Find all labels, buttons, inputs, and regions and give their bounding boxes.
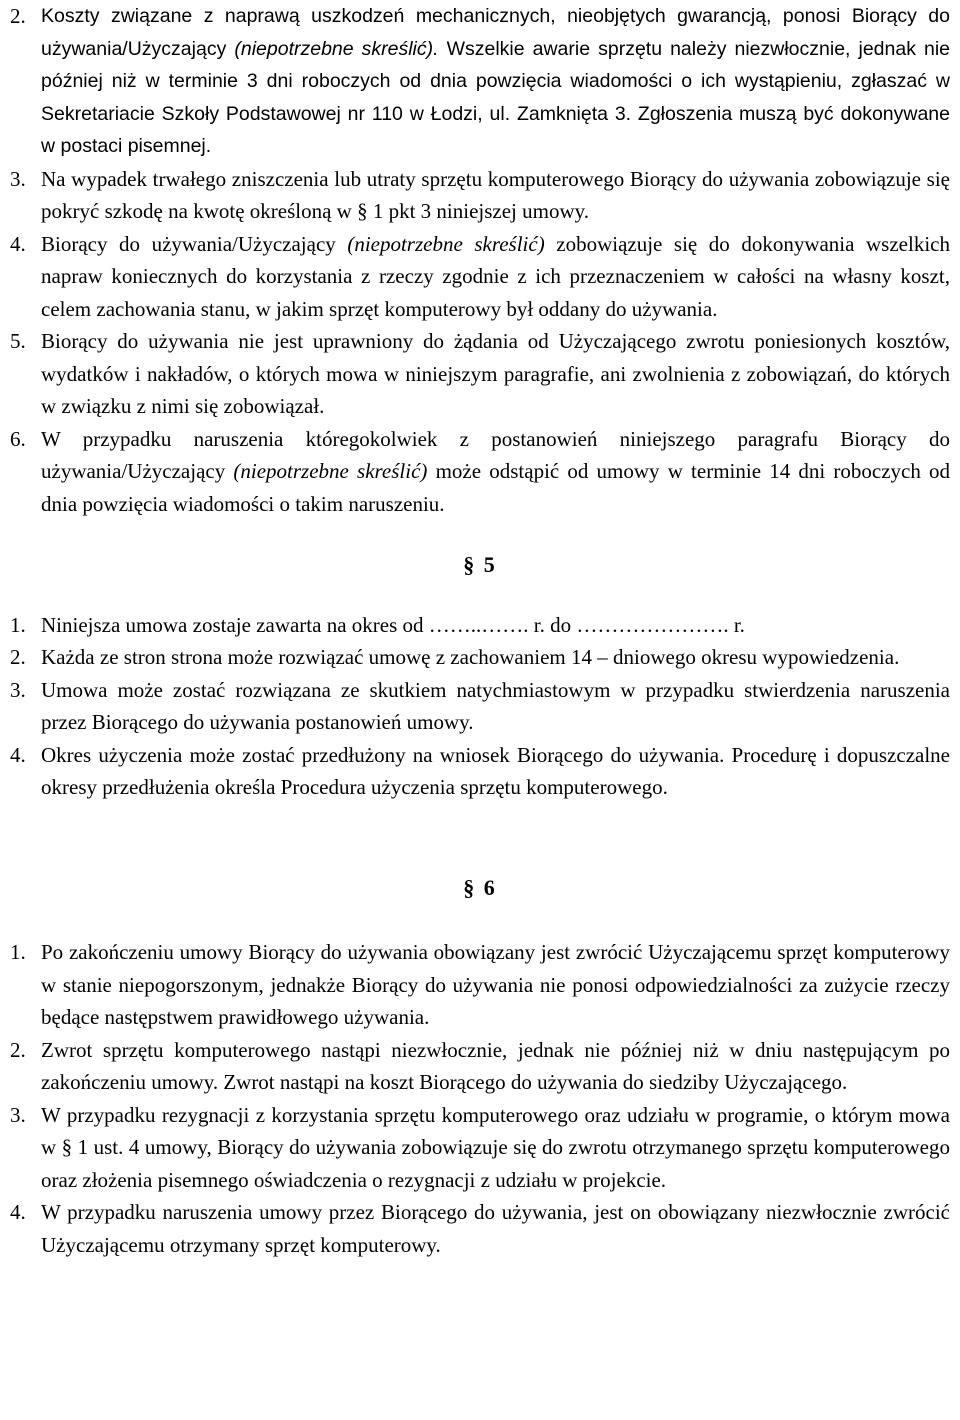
item-number: 2.	[10, 4, 26, 28]
list-item	[10, 674, 950, 739]
item-text: W przypadku rezygnacji z korzystania sprzętu komputerowego oraz udziału w programie, o którym mowa w § 1 ust. 4 umowy, Biorący do używania zobowiązuje się do zwrotu otrzymanego sprzętu komputerowego oraz złożenia pisemnego oświadczenia o rezygnacji z udziału w projekcie.	[41, 1102, 950, 1192]
item-text-emphasis: (niepotrzebne skreślić).	[234, 37, 439, 60]
list-item	[10, 1034, 950, 1099]
item-text-part: zobowiązuje się do dokonywania wszelkich napraw koniecznych do korzystania z rzeczy zgodnie z ich przeznaczeniem w całości na własny koszt, celem zachowania stanu, w jakim sprzęt komputerowy był oddany do używania.	[41, 231, 950, 321]
section-5	[10, 549, 950, 804]
item-text-part: Biorący do używania/Użyczający	[41, 231, 348, 256]
section-heading: § 6	[463, 874, 497, 900]
item-text	[41, 423, 950, 521]
list-item	[10, 936, 950, 1034]
item-number: 4.	[10, 1200, 26, 1224]
item-number: 4.	[10, 742, 26, 767]
list-item	[10, 641, 950, 674]
item-text: Niniejsza umowa zostaje zawarta na okres od ……..……. r. do …………………. r.	[41, 612, 745, 637]
item-text: Biorący do używania nie jest uprawniony do żądania od Użyczającego zwrotu poniesionych kosztów, wydatków i nakładów, o których mowa w niniejszym paragrafie, ani zwolnienia z zobowiązań, do których w związku z nimi się zobowiązał.	[41, 329, 950, 418]
section-6	[10, 872, 950, 1262]
item-number: 1.	[10, 940, 26, 964]
list-item	[10, 739, 950, 804]
item-number: 4.	[10, 231, 26, 256]
item-text: W przypadku naruszenia umowy przez Biorącego do używania, jest on obowiązany niezwłocznie zwrócić Użyczającemu otrzymany sprzęt komputerowy.	[41, 1200, 950, 1257]
item-text	[41, 0, 950, 163]
list-item	[10, 325, 950, 423]
list-item	[10, 609, 950, 642]
item-text: Na wypadek trwałego zniszczenia lub utraty sprzętu komputerowego Biorący do używania zobowiązuje się pokryć szkodę na kwotę określoną w § 1 pkt 3 niniejszej umowy.	[41, 166, 950, 223]
item-number: 3.	[10, 166, 26, 191]
item-number: 2.	[10, 1037, 26, 1062]
section-heading: § 5	[463, 552, 497, 577]
item-text: Okres użyczenia może zostać przedłużony na wniosek Biorącego do używania. Procedurę i dopuszczalne okresy przedłużenia określa Procedura użyczenia sprzętu komputerowego.	[41, 742, 950, 799]
list-item	[10, 423, 950, 521]
item-text-emphasis: (niepotrzebne skreślić)	[347, 231, 545, 256]
item-text: Po zakończeniu umowy Biorący do używania obowiązany jest zwrócić Użyczającemu sprzęt komputerowy w stanie niepogorszonym, jednakże Biorący do używania nie ponosi odpowiedzialności za zużycie rzeczy będące następstwem prawidłowego używania.	[41, 940, 950, 1029]
item-number: 3.	[10, 677, 26, 702]
list-item	[10, 163, 950, 228]
item-number: 2.	[10, 645, 26, 669]
section-prev	[10, 0, 950, 520]
list-item	[10, 1196, 950, 1261]
list-item	[10, 1099, 950, 1197]
item-number: 6.	[10, 426, 26, 451]
item-text: Każda ze stron strona może rozwiązać umowę z zachowaniem 14 – dniowego okresu wypowiedzenia.	[41, 645, 900, 669]
item-text-part: W przypadku naruszenia któregokolwiek z postanowień niniejszego paragrafu Biorący do używania/Użyczający	[41, 426, 950, 483]
item-number: 3.	[10, 1102, 26, 1127]
list-item	[10, 0, 950, 163]
item-text-part: Koszty związane z naprawą uszkodzeń mechanicznych, nieobjętych gwarancją, ponosi Biorący do używania/Użyczający	[41, 5, 950, 60]
item-text: Umowa może zostać rozwiązana ze skutkiem natychmiastowym w przypadku stwierdzenia naruszenia przez Biorącego do używania postanowień umowy.	[41, 677, 950, 734]
item-text	[41, 228, 950, 326]
item-number: 5.	[10, 329, 26, 353]
item-text-emphasis: (niepotrzebne skreślić)	[233, 459, 428, 483]
item-text-part: może odstąpić od umowy w terminie 14 dni roboczych od dnia powzięcia wiadomości o takim naruszeniu.	[41, 459, 951, 516]
item-text: Zwrot sprzętu komputerowego nastąpi niezwłocznie, jednak nie później niż w dniu następującym po zakończeniu umowy. Zwrot nastąpi na koszt Biorącego do używania do siedziby Użyczającego.	[41, 1037, 950, 1094]
list-item	[10, 228, 950, 326]
item-number: 1.	[10, 612, 26, 637]
item-text-part: Wszelkie awarie sprzętu należy niezwłocznie, jednak nie później niż w terminie 3 dni roboczych od dnia powzięcia wiadomości o ich wystąpieniu, zgłaszać w Sekretariacie Szkoły Podstawowej nr 110 w Łodzi, ul. Zamknięta 3. Zgłoszenia muszą być dokonywane w postaci pisemnej.	[41, 37, 950, 157]
